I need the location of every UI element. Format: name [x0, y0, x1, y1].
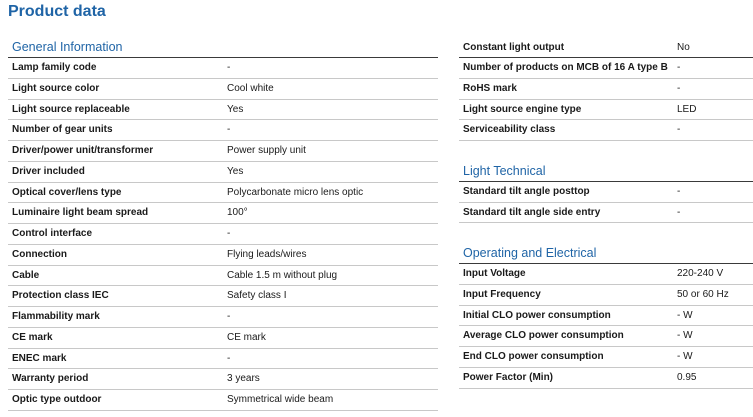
- table-row: [459, 120, 753, 141]
- table-row: [459, 58, 753, 79]
- row-label: Number of gear units: [12, 124, 113, 136]
- row-label: Input Frequency: [463, 288, 541, 300]
- row-value: - W: [677, 330, 693, 342]
- row-label: Serviceability class: [463, 124, 556, 136]
- row-value: 100°: [227, 207, 248, 219]
- table-row: [8, 349, 438, 370]
- table-row: [8, 100, 438, 121]
- table-row: [8, 203, 438, 224]
- row-label: Light source replaceable: [12, 103, 130, 115]
- row-value: -: [227, 62, 231, 73]
- row-label: Number of products on MCB of 16 A type B: [463, 62, 668, 73]
- row-label: End CLO power consumption: [463, 351, 604, 362]
- section-title-general-information: General Information: [8, 38, 438, 58]
- section-spacer: [459, 223, 753, 244]
- row-value: CE mark: [227, 331, 266, 343]
- general-information-table: [8, 38, 438, 411]
- row-value: -: [227, 352, 231, 364]
- row-label: Connection: [12, 248, 67, 260]
- row-value: -: [227, 228, 231, 239]
- row-label: RoHS mark: [463, 82, 517, 94]
- row-value: Yes: [227, 165, 244, 177]
- right-column-tables: [459, 38, 753, 389]
- table-row: [8, 390, 438, 411]
- row-value: -: [677, 82, 681, 94]
- page-title: Product data: [8, 3, 106, 20]
- row-label: Initial CLO power consumption: [463, 309, 611, 321]
- row-value: Cable 1.5 m without plug: [227, 269, 338, 281]
- table-row: [459, 203, 753, 224]
- table-row: [459, 326, 753, 347]
- table-row: [459, 347, 753, 368]
- table-row: [8, 286, 438, 307]
- row-value: Polycarbonate micro lens optic: [227, 186, 364, 198]
- row-label: Optic type outdoor: [12, 394, 102, 405]
- row-value: 50 or 60 Hz: [677, 288, 729, 300]
- table-row: [8, 120, 438, 141]
- row-value: - W: [677, 309, 693, 321]
- row-label: Driver included: [12, 165, 85, 177]
- row-value: 3 years: [227, 373, 260, 385]
- table-row: [8, 307, 438, 328]
- table-row: [459, 285, 753, 306]
- table-row: [459, 182, 753, 203]
- row-label: Constant light output: [463, 42, 565, 53]
- row-label: Warranty period: [12, 373, 89, 385]
- row-label: Standard tilt angle side entry: [463, 206, 601, 218]
- row-label: Input Voltage: [463, 268, 526, 279]
- table-row: [459, 38, 753, 58]
- table-row: [8, 328, 438, 349]
- row-label: Lamp family code: [12, 62, 97, 73]
- row-label: Light source engine type: [463, 103, 582, 115]
- row-label: Light source color: [12, 82, 100, 94]
- row-value: Cool white: [227, 82, 274, 94]
- table-row: [8, 58, 438, 79]
- row-value: 0.95: [677, 371, 697, 383]
- row-value: - W: [677, 351, 693, 362]
- row-label: Optical cover/lens type: [12, 186, 122, 198]
- row-label: CE mark: [12, 331, 53, 343]
- row-value: -: [677, 185, 681, 197]
- row-value: LED: [677, 103, 697, 115]
- row-label: Driver/power unit/transformer: [12, 145, 154, 156]
- row-value: -: [227, 311, 231, 322]
- row-label: Control interface: [12, 228, 93, 239]
- table-row: [8, 141, 438, 162]
- row-value: Yes: [227, 103, 244, 115]
- table-row: [8, 162, 438, 183]
- row-label: Luminaire light beam spread: [12, 207, 149, 219]
- row-value: Symmetrical wide beam: [227, 394, 334, 405]
- section-spacer: [459, 141, 753, 162]
- table-row: [459, 368, 753, 389]
- row-label: Average CLO power consumption: [463, 330, 624, 342]
- row-value: Flying leads/wires: [227, 248, 307, 260]
- section-title-light-technical: Light Technical: [459, 162, 753, 182]
- table-row: [8, 245, 438, 266]
- row-value: -: [227, 124, 231, 136]
- table-row: [8, 369, 438, 390]
- table-row: [459, 79, 753, 100]
- row-label: Standard tilt angle posttop: [463, 185, 590, 197]
- row-label: Cable: [12, 269, 40, 281]
- table-row: [8, 266, 438, 287]
- row-value: Safety class I: [227, 290, 287, 302]
- table-row: [459, 306, 753, 327]
- row-value: -: [677, 62, 681, 73]
- table-row: [8, 224, 438, 245]
- table-row: [8, 79, 438, 100]
- row-value: -: [677, 124, 681, 136]
- row-value: -: [677, 206, 681, 218]
- row-value: Power supply unit: [227, 145, 306, 156]
- row-value: 220-240 V: [677, 268, 724, 279]
- section-title-operating-electrical: Operating and Electrical: [459, 244, 753, 264]
- row-label: Power Factor (Min): [463, 371, 554, 383]
- row-label: Protection class IEC: [12, 290, 109, 302]
- table-row: [459, 100, 753, 121]
- table-row: [459, 264, 753, 285]
- row-label: ENEC mark: [12, 352, 67, 364]
- table-row: [8, 183, 438, 204]
- row-value: No: [677, 42, 690, 53]
- row-label: Flammability mark: [12, 311, 100, 322]
